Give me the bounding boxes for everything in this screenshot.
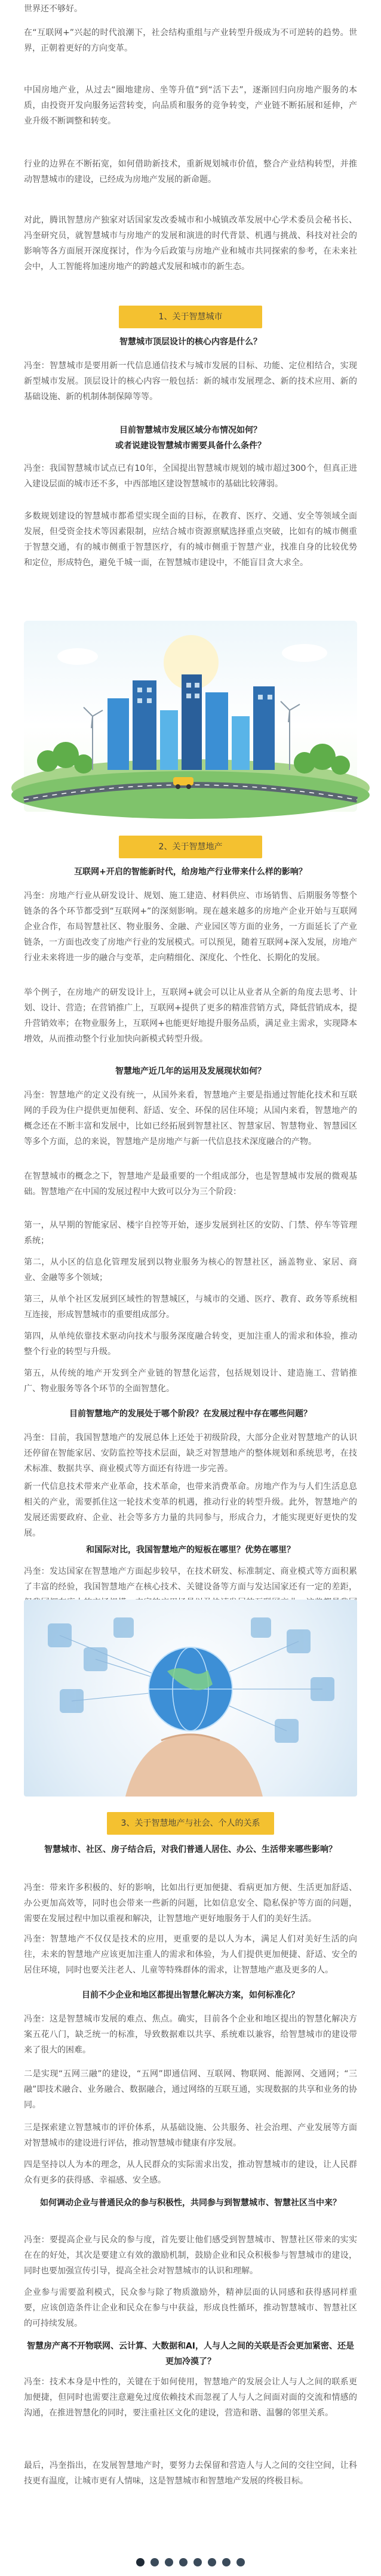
answer-3-3: 冯奎：这是智慧城市发展的难点、焦点。确实，目前各个企业和地区提出的智慧化解决方案五花八门，缺乏统一的标准，导致数据难以共享、系统难以兼容，给智慧城市的建设带来了很大的困难。 [24,2014,357,2055]
answer-3-1: 冯奎：带来许多积极的、好的影响，比如出行更加便捷、看病更加方便、生活更加舒适、办公更加高效等，同时也会带来一些新的问题，比如信息安全、隐私保护等方面的问题，需要在发展过程中加以重视和解决，让智慧地产更好地服务于人们的美好生活。 [24,1883,357,1924]
section-title-1: 1、关于智慧城市 [119,306,262,328]
answer-2-3: 冯奎：智慧地产的定义没有统一，从国外来看，智慧地产主要是指通过智能化技术和互联网的手段为住户提供更加便利、舒适、安全、环保的居住环境；从国内来看，智慧地产的概念还在不断丰富和发展中，比如已经拓展到智慧社区、智慧家居、智慧物业、智慧园区等多个方面，总的来说，智慧地产是房地产与新一代信息技术深度融合的产物。 [24,1090,357,1147]
stage-1: 第一，从早期的智能家居、楼宇自控等开始，逐步发展到社区的安防、门禁、停车等管理系统； [24,1221,357,1246]
question-2-1: 互联网+开启的智能新时代，给房地产行业带来什么样的影响？ [74,867,307,877]
answer-3-4: 二是实现“五网三融”的建设，“五网”即通信网、互联网、物联网、能源网、交通网；“三融”即技术融合、业务融合、数据融合，通过网络的互联互通，实现数据的共享和业务的协同。 [24,2069,357,2110]
page-dot[interactable] [179,2558,188,2566]
page-dot[interactable] [165,2558,173,2566]
stage-2: 第二，从小区的信息化管理发展到以物业服务为核心的智慧社区，涵盖物业、家居、商业、金融等多个领域； [24,1258,357,1283]
answer-3-9: 冯奎：技术本身是中性的，关键在于如何使用，智慧地产的发展会让人与人之间的联系更加便捷，但同时也需要注意避免过度依赖技术而忽视了人与人之间面对面的交流和情感的沟通，在推进智慧化的同时，要注重社区文化的建设，营造和谐、温馨的邻里关系。 [24,2377,357,2418]
intro-p4: 对此，腾讯智慧房产独家对话国家发改委城市和小城镇改革发展中心学术委员会秘书长、冯奎研究员，就智慧城市与房地产的发展和演进的时代背景、机遇与挑战、科技对社会的影响等各方面展开深度探讨，作为今后政策与房地产业和城市共同探索的参考，在未来社会中，人工智能将加速房地产的跨越式发展和城市的新生态。 [24,215,357,272]
answer-2-1: 冯奎：房地产行业从研发设计、规划、施工建造、材料供应、市场销售、后期服务等整个链条的各个环节都受到“互联网+”的深刻影响。现在越来越多的房地产企业开始与互联网企业合作，布局智慧社区、物业服务、金融、产业园区等方面的业务，一方面延长了产业链条，一方面也改变了房地产行业的发展模式。可以预见，随着互联网+深入发展，房地产行业未来将进一步的融合与变革，走向精细化、深度化、个性化、长期化的发展。 [24,891,357,963]
page-dot[interactable] [193,2558,202,2566]
answer-2-7: 冯奎：发达国家在智慧地产方面起步较早，在技术研发、标准制定、商业模式等方面积累了丰富的经验，我国智慧地产在核心技术、关键设备等方面与发达国家还有一定的差距， [24,1567,357,1592]
answer-3-6: 四是坚持以人为本的理念，从人民群众的实际需求出发，推动智慧城市的建设，让人民群众有更多的获得感、幸福感、安全感。 [24,2160,357,2185]
page-dot[interactable] [222,2558,231,2566]
question-1-2a: 目前智慧城市发展区域分布情况如何？ [119,426,262,435]
question-3-2: 目前不少企业和地区都提出智慧化解决方案，如何标准化？ [82,1990,299,2000]
page-dot[interactable] [208,2558,216,2566]
question-3-3: 如何调动企业与普通民众的参与积极性，共同参与到智慧城市、智慧社区当中来？ [40,2198,341,2208]
answer-3-5: 三是探索建立智慧城市的评价体系，从基础设施、公共服务、社会治理、产业发展等方面对智慧城市的建设进行评估，推动智慧城市健康有序发展。 [24,2123,357,2148]
answer-2-6: 新一代信息技术带来产业革命，技术革命，也带来消费革命。房地产作为与人们生活息息相关的产业，需要抓住这一轮技术变革的机遇，推动行业的转型升级。此外，智慧地产的发展还需要政府、企业、社会等多方力量的共同参与，形成合力，才能实现更好更快的发展。 [24,1482,357,1538]
smart-city-graphic [24,621,357,812]
answer-1-1: 冯奎：智慧城市是要用新一代信息通信技术与城市发展的目标、功能、定位相结合，实现新型城市发展。顶层设计的核心内容一般包括：新的城市发展理念、新的技术应用、新的基础设施、新的机制体制保障等等。 [24,361,357,402]
answer-2-5: 冯奎：目前，我国智慧地产的发展总体上还处于初级阶段，大部分企业对智慧地产的认识还停留在智能家居、安防监控等技术层面，缺乏对智慧地产的整体规划和系统思考，在技术标准、数据共享、商业模式等方面还有待进一步完善。 [24,1433,357,1474]
answer-3-10: 最后，冯奎指出，在发展智慧地产时，要努力去保留和营造人与人之间的交往空间，让科技更有温度，让城市更有人情味，这是智慧城市和智慧地产发展的终极目标。 [24,2461,357,2486]
question-2-4: 和国际对比，我国智慧地产的短板在哪里？优势在哪里？ [86,1545,295,1555]
section-header-1 [24,306,357,328]
stage-5: 第五，从传统的地产开发到全产业链的智慧化运营，包括规划设计、建造施工、营销推广、物业服务等各个环节的全面智慧化。 [24,1369,357,1394]
question-1-2b: 或者说建设智慧城市需要具备什么条件？ [115,441,266,451]
answer-2-2: 举个例子，在房地产的研发设计上，互联网+就会可以让从业者从全新的角度去思考、计划、设计、营造；在营销推广上，互联网+提供了更多的精准营销方式，降低营销成本，提升营销效率；在物业服务上，互联网+也能更好地提升服务品质，满足业主需求，实现降本增效，从而推动整个行业加快向新模式转型升级。 [24,988,357,1044]
page-dot[interactable] [150,2558,159,2566]
page-dot[interactable] [136,2558,145,2566]
section-header-3 [24,1812,357,1835]
question-3-1: 智慧城市、社区、房子结合后，对我们普通人居住、办公、生活带来哪些影响？ [44,1845,337,1854]
stage-3: 第三，从单个社区发展到区域性的智慧城区，与城市的交通、医疗、教育、政务等系统相互连接，形成智慧城市的重要组成部分。 [24,1295,357,1320]
page-dot[interactable] [236,2558,245,2566]
intro-p3: 行业的边界在不断拓宽，如何借助新技术，重新规划城市价值，整合产业结构转型，并推动智慧城市的建设，已经成为房地产发展的新命题。 [24,159,357,184]
stage-4: 第四，从单纯依靠技术驱动向技术与服务深度融合转变，更加注重人的需求和体验，推动整个行业的转型与升级。 [24,1332,357,1357]
intro-p1: 在“互联网+”兴起的时代浪潮下，社会结构重组与产业转型升级成为不可逆转的趋势。世界，正朝着更好的方向变革。 [24,28,357,53]
question-1-1: 智慧城市顶层设计的核心内容是什么？ [119,337,262,347]
hand-globe-graphic [24,1600,357,1797]
answer-3-2: 冯奎：智慧地产不仅仅是技术的应用，更重要的是以人为本，满足人们对美好生活的向往，未来的智慧地产应该更加注重人的需求和体验，为人们提供更加便捷、舒适、安全的居住环境，同时也要关注老人、儿童等特殊群体的需求，让智慧地产惠及更多的人。 [24,1934,357,1975]
answer-1-3: 多数规划建设的智慧城市都希望实现全面的目标，在教育、医疗、交通、安全等领域全面发展，但受资金技术等因素限制，应结合城市资源禀赋选择重点突破，比如有的城市侧重于智慧交通，有的城市侧重于智慧医疗，有的城市侧重于智慧产业，找准自身的比较优势和定位，形成特色，避免千城一面，在智慧城市建设中，不能盲目贪大求全。 [24,511,357,568]
section-header-2 [24,836,357,858]
answer-1-2: 冯奎：我国智慧城市试点已有10年，全国提出智慧城市规划的城市超过300个，但真正进入建设层面的城市还不多，中西部地区建设智慧城市的基础比较薄弱。 [24,464,357,489]
question-2-3: 目前智慧地产的发展处于哪个阶段？在发展过程中存在哪些问题？ [69,1409,312,1419]
question-3-4: 智慧房产离不开物联网、云计算、大数据和AI，人与人之间的关联是否会更加紧密、还是更加冷漠了？ [26,2341,355,2367]
intro-p0: 世界还不够好。 [24,4,82,14]
hand-globe-illustration [24,1600,357,1797]
question-2-2: 智慧地产近几年的运用及发展现状如何？ [115,1067,266,1076]
answer-3-8: 企业参与需要盈利模式，民众参与除了物质激励外，精神层面的认同感和获得感同样重要，应该创造条件让企业和民众在参与中获益，形成良性循环，推动智慧城市、智慧社区的可持续发展。 [24,2288,357,2328]
intro-p2: 中国房地产业，从过去“圈地建房、坐等升值”到“活下去”，逐渐回归向房地产服务的本质，由投资开发向服务运营转变，向品质和服务的竞争转变，产业链不断拓展和延伸，产业升级不断调整和转变。 [24,85,357,126]
page-indicator [0,2558,381,2570]
answer-2-4: 在智慧城市的概念之下，智慧地产是最重要的一个组成部分，也是智慧城市发展的微观基础。智慧地产在中国的发展过程中大致可以分为三个阶段： [24,1172,357,1197]
smart-city-illustration [24,621,357,812]
answer-3-7: 冯奎：要提高企业与民众的参与度，首先要让他们感受到智慧城市、智慧社区带来的实实在在的好处，其次是要建立有效的激励机制，鼓励企业和民众积极参与智慧城市的建设，同时也要加强宣传引导，提高全社会对智慧城市的认识和理解。 [24,2235,357,2276]
section-title-3: 3、关于智慧地产与社会、个人的关系 [107,1812,274,1835]
section-title-2: 2、关于智慧地产 [119,836,262,858]
